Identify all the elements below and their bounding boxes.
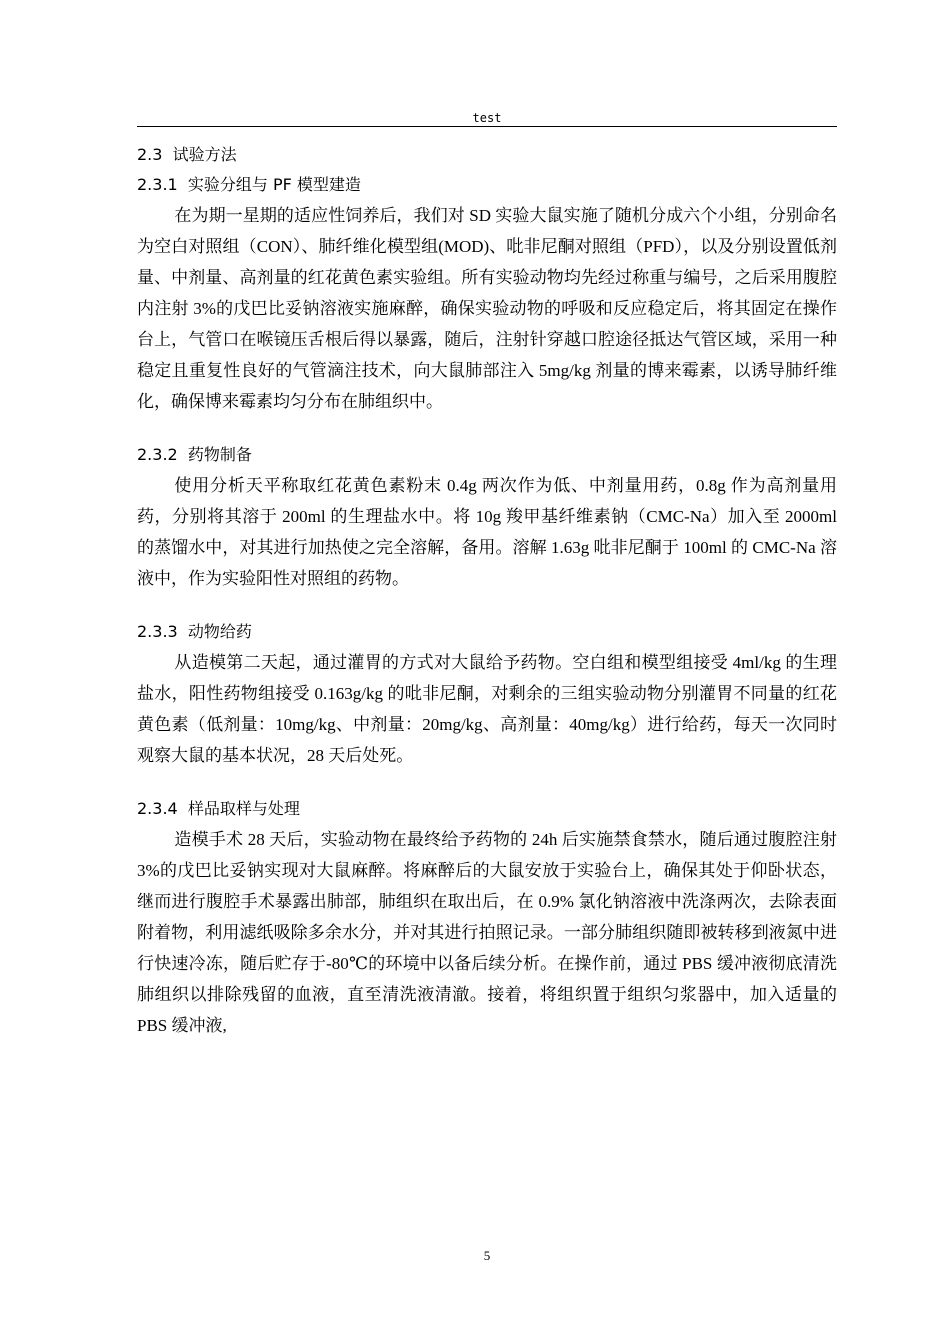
page-number: 5 (483, 1248, 491, 1263)
paragraph-gap (137, 771, 837, 794)
running-header: test (472, 111, 502, 125)
page-content (137, 140, 837, 1041)
paragraph-gap (137, 594, 837, 617)
paragraph-2-3-4: 造模手术 28 天后，实验动物在最终给予药物的 24h 后实施禁食禁水，随后通过腹腔注射 3%的戊巴比妥钠实现对大鼠麻醉。将麻醉后的大鼠安放于实验台上，确保其处于仰卧状态，继而进行腹腔手术暴露出肺部，肺组织在取出后，在 0.9% 氯化钠溶液中洗涤两次，去除表面附着物，利用滤纸吸除多余水分，并对其进行拍照记录。一部分肺组织随即被转移到液氮中进行快速冷冻，随后贮存于-80℃的环境中以备后续分析。在操作前，通过 PBS 缓冲液彻底清洗肺组织以排除残留的血液，直至清洗液清澈。接着，将组织置于组织匀浆器中，加入适量的 PBS 缓冲液, (137, 830, 837, 1035)
paragraph-gap (137, 417, 837, 440)
header-rule (137, 126, 837, 127)
section-heading-2-3-3: 2.3.3 动物给药 (137, 622, 252, 641)
section-heading-2-3-4: 2.3.4 样品取样与处理 (137, 799, 300, 818)
paragraph-2-3-3: 从造模第二天起，通过灌胃的方式对大鼠给予药物。空白组和模型组接受 4ml/kg 的生理盐水，阳性药物组接受 0.163g/kg 的吡非尼酮，对剩余的三组实验动物分别灌胃不同量的红花黄色素（低剂量：10mg/kg、中剂量：20mg/kg、高剂量：40mg/kg）进行给药，每天一次同时观察大鼠的基本状况，28 天后处死。 (137, 653, 837, 765)
paragraph-2-3-1: 在为期一星期的适应性饲养后，我们对 SD 实验大鼠实施了随机分成六个小组，分别命名为空白对照组（CON）、肺纤维化模型组(MOD)、吡非尼酮对照组（PFD），以及分别设置低剂量、中剂量、高剂量的红花黄色素实验组。所有实验动物均先经过称重与编号，之后采用腹腔内注射 3%的戊巴比妥钠溶液实施麻醉，确保实验动物的呼吸和反应稳定后，将其固定在操作台上，气管口在喉镜压舌根后得以暴露，随后，注射针穿越口腔途径抵达气管区域，采用一种稳定且重复性良好的气管滴注技术，向大鼠肺部注入 5mg/kg 剂量的博来霉素，以诱导肺纤维化，确保博来霉素均匀分布在肺组织中。 (137, 206, 837, 411)
section-heading-2-3-1: 2.3.1 实验分组与 PF 模型建造 (137, 175, 361, 194)
section-heading-2-3: 2.3 试验方法 (137, 145, 237, 164)
paragraph-2-3-2: 使用分析天平称取红花黄色素粉末 0.4g 两次作为低、中剂量用药，0.8g 作为高剂量用药，分别将其溶于 200ml 的生理盐水中。将 10g 羧甲基纤维素钠（CMC-Na）加入至 2000ml 的蒸馏水中，对其进行加热使之完全溶解，备用。溶解 1.63g 吡非尼酮于 100ml 的 CMC-Na 溶液中，作为实验阳性对照组的药物。 (137, 476, 837, 588)
section-heading-2-3-2: 2.3.2 药物制备 (137, 445, 252, 464)
